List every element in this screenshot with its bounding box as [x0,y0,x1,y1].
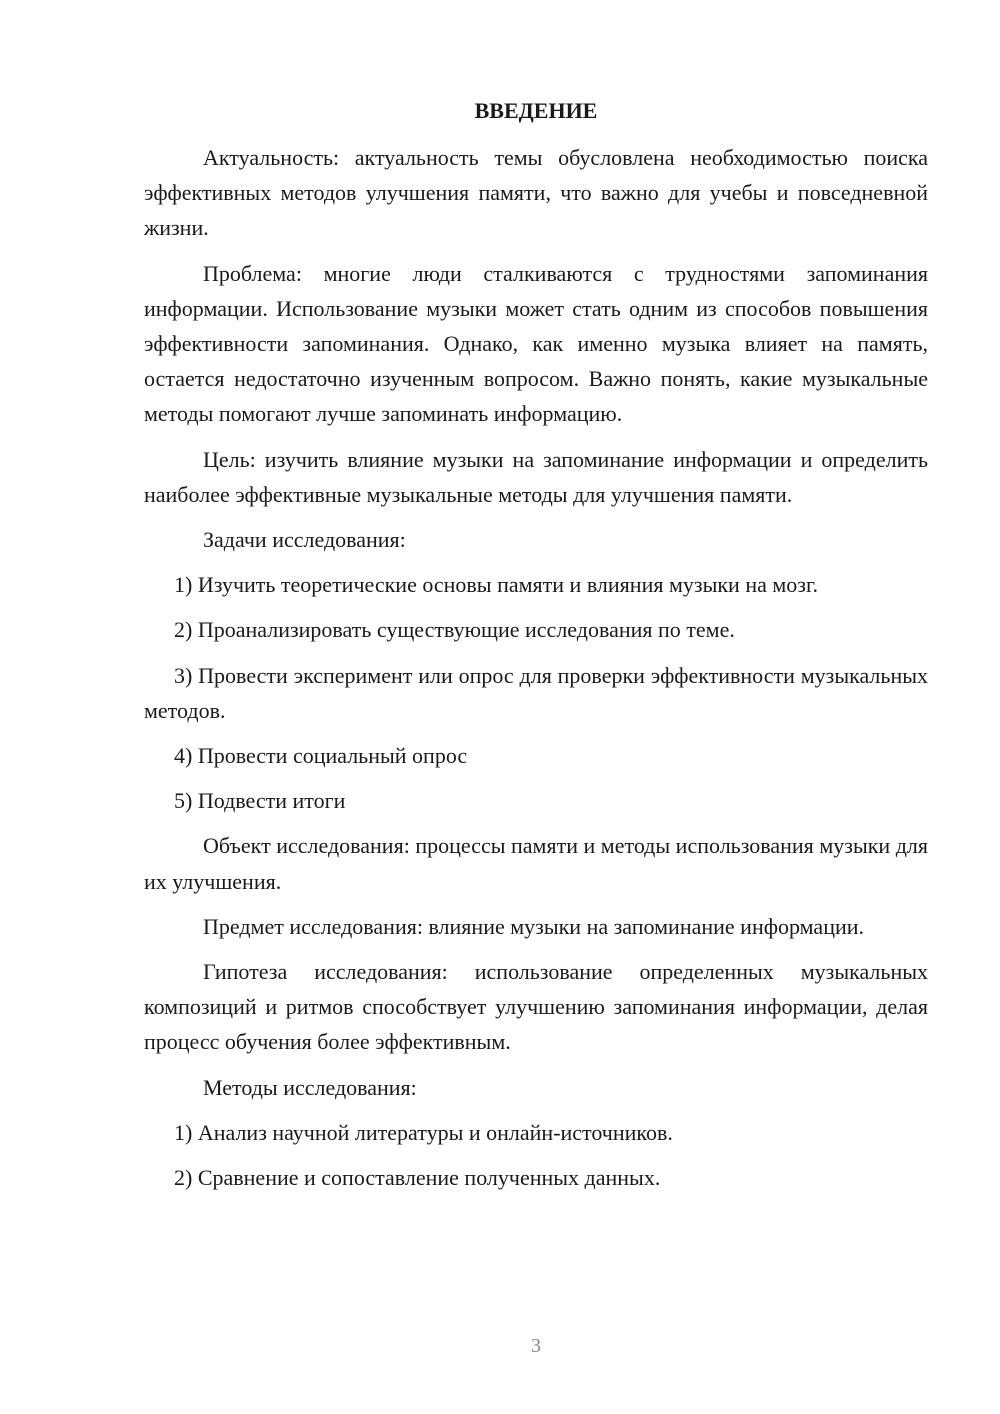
task-item: 1) Изучить теоретические основы памяти и влияния музыки на мозг. [174,572,819,598]
document-page [144,0,928,1414]
task-item: 5) Подвести итоги [174,788,346,814]
relevance-paragraph: Актуальность: актуальность темы обусловлена необходимостью поиска эффективных методов улучшения памяти, что важно для учебы и повседневной жизни. [144,145,928,241]
task-item: 3) Провести эксперимент или опрос для проверки эффективности музыкальных методов. [144,662,928,723]
tasks-heading: Задачи исследования: [203,527,406,553]
page-number: 3 [531,1335,541,1357]
problem-paragraph: Проблема: многие люди сталкиваются с трудностями запоминания информации. Использование музыки может стать одним из способов повышения эффективности запоминания. Однако, как именно музыка влияет на память, остается недостаточно изученным вопросом. Важно понять, какие музыкальные методы помогают лучше запоминать информацию. [144,260,928,427]
hypothesis-paragraph: Гипотеза исследования: использование определенных музыкальных композиций и ритмов способствует улучшению запоминания информации, делая процесс обучения более эффективным. [144,959,928,1055]
task-item: 2) Проанализировать существующие исследования по теме. [174,617,735,643]
object-paragraph: Объект исследования: процессы памяти и методы использования музыки для их улучшения. [144,833,928,894]
page-title: ВВЕДЕНИЕ [474,98,598,123]
goal-paragraph: Цель: изучить влияние музыки на запоминание информации и определить наиболее эффективные музыкальные методы для улучшения памяти. [144,446,928,507]
task-item: 4) Провести социальный опрос [174,743,468,769]
method-item: 2) Сравнение и сопоставление полученных данных. [174,1165,661,1191]
methods-heading: Методы исследования: [203,1074,417,1100]
document-body [144,140,928,1201]
subject-paragraph: Предмет исследования: влияние музыки на запоминание информации. [203,913,865,939]
method-item: 1) Анализ научной литературы и онлайн-источников. [174,1119,673,1145]
